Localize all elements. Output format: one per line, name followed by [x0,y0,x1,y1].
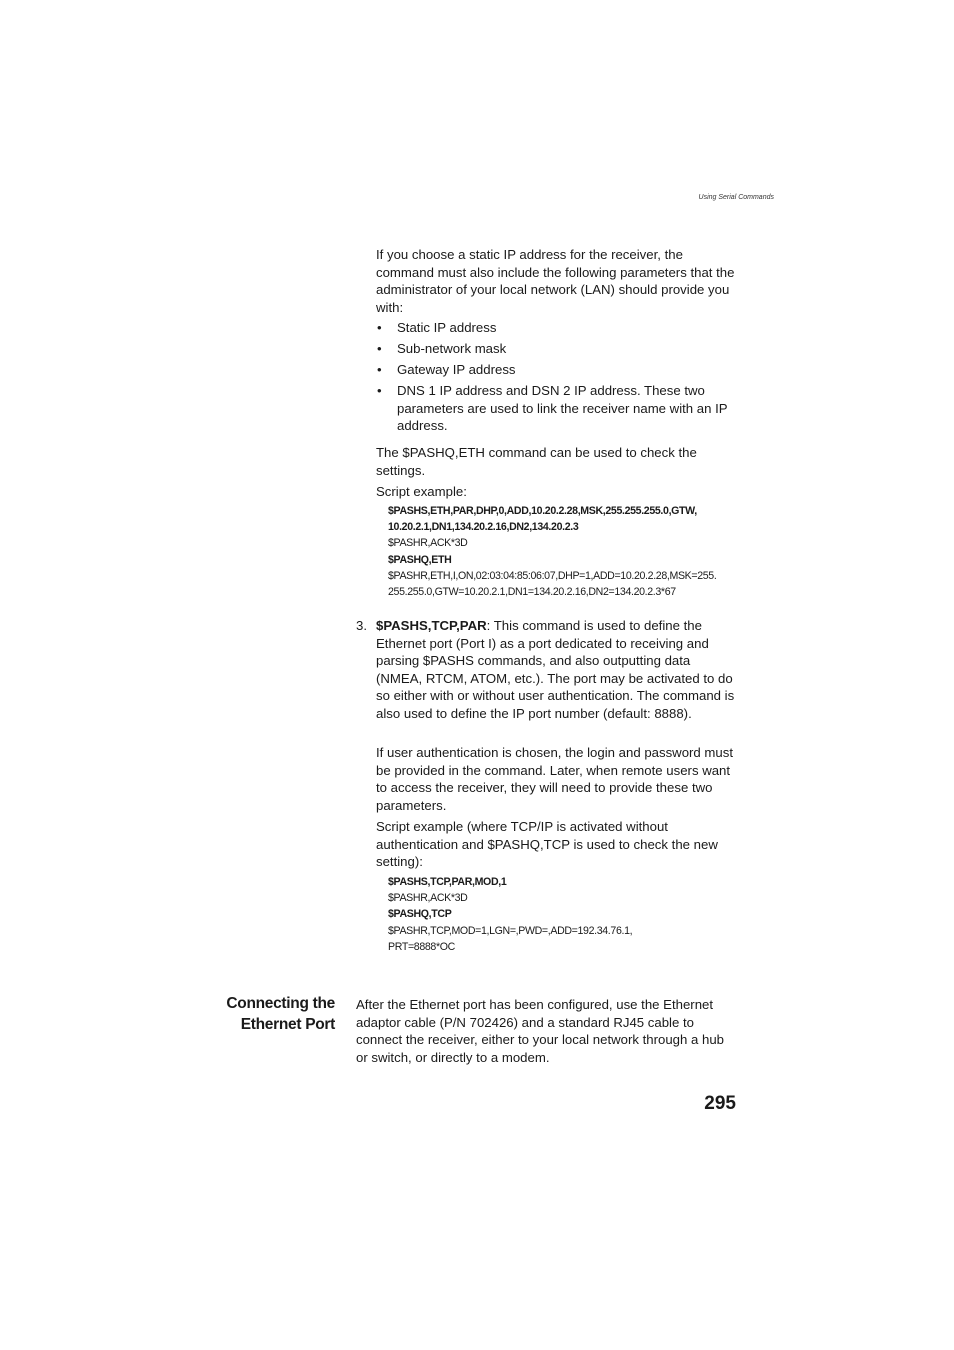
list-item: • Sub-network mask [376,340,738,358]
script-example-eth [388,503,748,600]
code-line: $PASHR,ACK*3D [388,537,468,550]
check-paragraph: The $PASHQ,ETH command can be used to check the settings. [376,445,697,478]
list-item: • Static IP address [376,319,738,337]
script-label: Script example: [376,484,467,499]
section-heading: Connecting the Ethernet Port [226,995,335,1033]
page-number: 295 [704,1093,736,1114]
step-paragraph [376,617,738,723]
code-line: $PASHQ,ETH [388,553,452,566]
auth-paragraph: If user authentication is chosen, the login and password must be provided in the command. Later, when remote users want to access the receiver, they will need to provide these two parameters. [376,745,734,813]
intro-paragraph: If you choose a static IP address for the receiver, the command must also include the following parameters that the administrator of your local network (LAN) should provide you with: [376,247,735,315]
list-item: • Gateway IP address [376,361,738,379]
code-line: $PASHQ,TCP [388,908,452,921]
parameter-list [376,319,738,438]
code-line: $PASHR,ETH,I,ON,02:03:04:85:06:07,DHP=1,ADD=10.20.2.28,MSK=255. [388,569,717,582]
step-number: 3. [356,618,367,633]
code-line: $PASHR,TCP,MOD=1,LGN=,PWD=,ADD=192.34.76.1, [388,924,633,937]
script-example-tcp [388,874,748,955]
code-line: 10.20.2.1,DN1,134.20.2.16,DN2,134.20.2.3 [388,521,579,534]
list-item: • DNS 1 IP address and DSN 2 IP address. These two parameters are used to link the receiver name with an IP address. [376,382,738,435]
code-line: $PASHS,TCP,PAR,MOD,1 [388,876,507,888]
code-line: $PASHR,ACK*3D [388,892,468,905]
script-label: Script example (where TCP/IP is activated without authentication and $PASHQ,TCP is used to check the new setting): [376,819,718,870]
command-name: $PASHS,TCP,PAR [376,618,487,633]
section-body: After the Ethernet port has been configured, use the Ethernet adaptor cable (P/N 702426) and a standard RJ45 cable to connect the receiver, either to your local network through a hub or switch, or directly to a modem. [356,997,725,1065]
code-line: 255.255.0,GTW=10.20.2.1,DN1=134.20.2.16,DN2=134.20.2.3*67 [388,586,676,599]
step-text: : This command is used to define the Ethernet port (Port I) as a port dedicated to receiving and parsing $PASHS commands, and also outputting data (NMEA, RTCM, ATOM, etc.). The port may be activated to do so either with or without user authentication. The command is also used to define the IP port number (default: 8888). [376,618,735,721]
code-line: PRT=8888*OC [388,940,455,953]
code-line: $PASHS,ETH,PAR,DHP,0,ADD,10.20.2.28,MSK,255.255.255.0,GTW, [388,505,697,517]
running-head: Using Serial Commands [698,194,774,201]
